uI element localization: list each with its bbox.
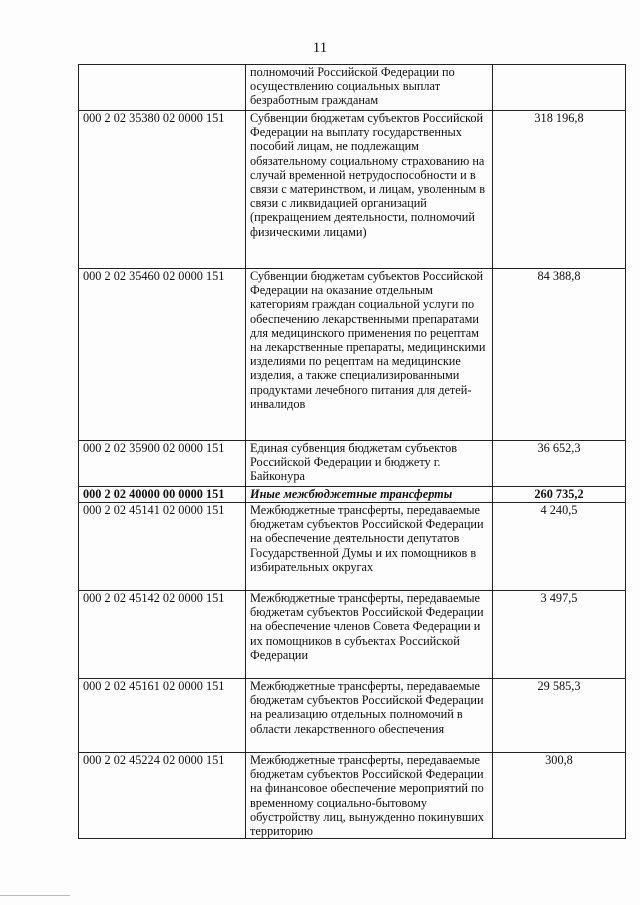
amount-cell: [493, 65, 626, 111]
budget-code-cell: 000 2 02 35380 02 0000 151: [79, 111, 246, 269]
table-row: [79, 487, 626, 503]
budget-code-cell: 000 2 02 40000 00 0000 151: [79, 487, 246, 503]
table-row: [79, 111, 626, 269]
amount-cell: 3 497,5: [493, 591, 626, 679]
description-cell: Межбюджетные трансферты, передаваемые бюджетам субъектов Российской Федерации на обеспечение деятельности депутатов Государственной Думы и их помощников в избирательных округах: [246, 503, 493, 591]
table-row: [79, 503, 626, 591]
description-cell: Межбюджетные трансферты, передаваемые бюджетам субъектов Российской Федерации на финансовое обеспечение мероприятий по временному социально-бытовому обустройству лиц, вынужденно покинувших территорию: [246, 753, 493, 839]
budget-table: [78, 64, 626, 839]
amount-cell: 36 652,3: [493, 441, 626, 487]
table-row: [79, 591, 626, 679]
table-row: [79, 679, 626, 753]
budget-code-cell: 000 2 02 35460 02 0000 151: [79, 269, 246, 441]
table-row: [79, 65, 626, 111]
amount-cell: 318 196,8: [493, 111, 626, 269]
description-cell: полномочий Российской Федерации по осуществлению социальных выплат безработным гражданам: [246, 65, 493, 111]
table-row: [79, 753, 626, 839]
budget-code-cell: 000 2 02 45141 02 0000 151: [79, 503, 246, 591]
description-cell: Субвенции бюджетам субъектов Российской Федерации на оказание отдельным категориям граждан социальной услуги по обеспечению лекарственными препаратами для медицинского применения по рецептам на лекарственные препараты, медицинскими изделиями по рецептам на медицинские изделия, а также специализированными продуктами лечебного питания для детей-инвалидов: [246, 269, 493, 441]
description-cell: Иные межбюджетные трансферты: [246, 487, 493, 503]
table-row: [79, 441, 626, 487]
budget-table-body: [79, 65, 626, 839]
description-cell: Межбюджетные трансферты, передаваемые бюджетам субъектов Российской Федерации на реализацию отдельных полномочий в области лекарственного обеспечения: [246, 679, 493, 753]
description-cell: Субвенции бюджетам субъектов Российской Федерации на выплату государственных пособий лицам, не подлежащим обязательному социальному страхованию на случай временной нетрудоспособности и в связи с материнством, и лицам, уволенным в связи с ликвидацией организаций (прекращением деятельности, полномочий физическими лицами): [246, 111, 493, 269]
amount-cell: 4 240,5: [493, 503, 626, 591]
page-number: 11: [312, 40, 328, 56]
amount-cell: 300,8: [493, 753, 626, 839]
budget-code-cell: 000 2 02 45224 02 0000 151: [79, 753, 246, 839]
description-cell: Единая субвенция бюджетам субъектов Российской Федерации и бюджету г. Байконура: [246, 441, 493, 487]
budget-code-cell: 000 2 02 45142 02 0000 151: [79, 591, 246, 679]
amount-cell: 260 735,2: [493, 487, 626, 503]
amount-cell: 84 388,8: [493, 269, 626, 441]
description-cell: Межбюджетные трансферты, передаваемые бюджетам субъектов Российской Федерации на обеспечение членов Совета Федерации и их помощников в субъектах Российской Федерации: [246, 591, 493, 679]
budget-code-cell: 000 2 02 35900 02 0000 151: [79, 441, 246, 487]
budget-code-cell: [79, 65, 246, 111]
scan-edge-mark: [0, 895, 70, 896]
amount-cell: 29 585,3: [493, 679, 626, 753]
budget-code-cell: 000 2 02 45161 02 0000 151: [79, 679, 246, 753]
table-row: [79, 269, 626, 441]
